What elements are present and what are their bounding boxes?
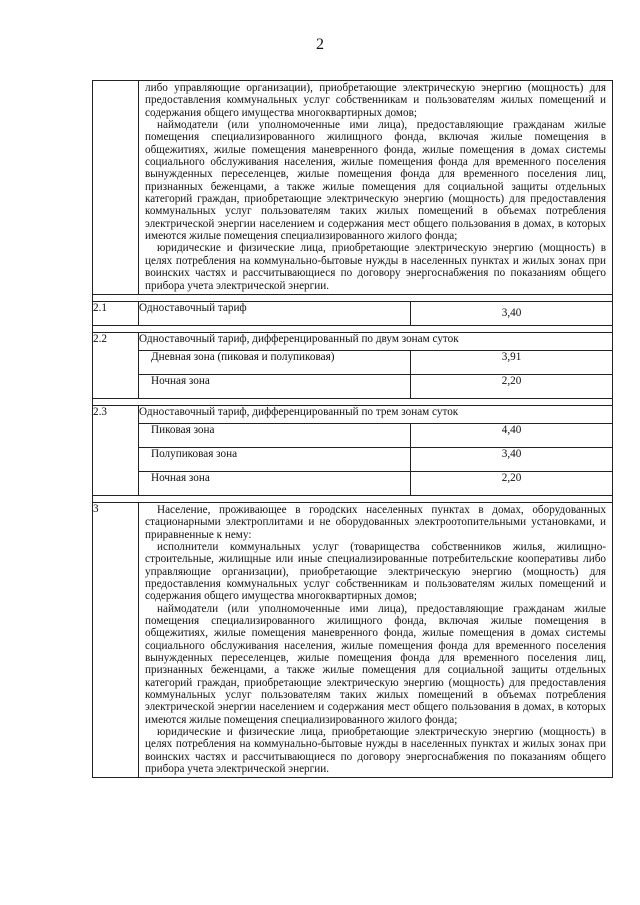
tariff-label: Одноставочный тариф, дифференцированный по трем зонам суток xyxy=(139,405,613,423)
zone-label: Дневная зона (пиковая и полупиковая) xyxy=(139,350,411,374)
table-row xyxy=(93,374,613,398)
row-number: 2.2 xyxy=(93,332,139,398)
row-spacer xyxy=(93,398,613,405)
paragraph: наймодатели (или уполномоченные ими лица), предоставляющие гражданам жилые помещения специализированного жилищного фонда, включая жилые помещения в общежитиях, жилые помещения маневренного фонда, жилые помещения в домах системы социального обслуживания населения, жилые помещения фонда для временного поселения вынужденных переселенцев, жилые помещения фонда для временного поселения лиц, признанных беженцами, а также жилые помещения для социальной защиты отдельных категорий граждан, приобретающие электрическую энергию (мощность) для предоставления коммунальных услуг пользователям таких жилых помещений в объемах потребления электрической энергии населением и содержания мест общего пользования в домах, в которых имеются жилые помещения специализированного жилого фонда; xyxy=(145,119,607,243)
row-number: 3 xyxy=(93,502,139,778)
table-row xyxy=(93,301,613,325)
paragraph: наймодатели (или уполномоченные ими лица), предоставляющие гражданам жилые помещения специализированного жилищного фонда, включая жилые помещения в общежитиях, жилые помещения маневренного фонда, жилые помещения в домах системы социального обслуживания населения, жилые помещения фонда для временного поселения вынужденных переселенцев, жилые помещения фонда для временного поселения лиц, признанных беженцами, а также жилые помещения для социальной защиты отдельных категорий граждан, приобретающие электрическую энергию (мощность) для предоставления коммунальных услуг пользователям таких жилых помещений в объемах потребления электрической энергии населением и содержания мест общего пользования в домах, в которых имеются жилые помещения специализированного жилого фонда; xyxy=(145,602,607,726)
table-row xyxy=(93,423,613,447)
table-row xyxy=(93,502,613,778)
table-row xyxy=(93,81,613,295)
table-row xyxy=(93,405,613,423)
tariff-label: Одноставочный тариф, дифференцированный по двум зонам суток xyxy=(139,332,613,350)
tariff-table xyxy=(92,80,613,778)
row-number: 2.1 xyxy=(93,301,139,325)
paragraph: либо управляющие организации), приобретающие электрическую энергию (мощность) для предоставления коммунальных услуг собственникам и пользователям жилых помещений и содержания общего имущества многоквартирных домов; xyxy=(145,82,607,119)
row-spacer xyxy=(93,325,613,332)
zone-value: 2,20 xyxy=(411,374,613,398)
table-row xyxy=(93,471,613,495)
table-row xyxy=(93,447,613,471)
page-number: 2 xyxy=(316,36,324,53)
zone-label: Ночная зона xyxy=(139,374,411,398)
row-description xyxy=(139,502,613,778)
paragraph: исполнители коммунальных услуг (товарищества собственников жилья, жилищно-строительные, жилищные или иные специализированные потребительские кооперативы либо управляющие организации), приобретающие электрическую энергию (мощность) для предоставления коммунальных услуг собственникам и пользователям жилых помещений и содержания общего имущества многоквартирных домов; xyxy=(145,540,607,603)
zone-label: Полупиковая зона xyxy=(139,447,411,471)
zone-value: 3,40 xyxy=(411,447,613,471)
zone-label: Ночная зона xyxy=(139,471,411,495)
tariff-value: 3,40 xyxy=(411,301,613,325)
table-row xyxy=(93,350,613,374)
paragraph: юридические и физические лица, приобретающие электрическую энергию (мощность) в целях потребления на коммунально-бытовые нужды в населенных пунктах и жилых зонах при воинских частях и рассчитывающиеся по договору энергоснабжения по показаниям общего прибора учета электрической энергии. xyxy=(145,726,607,776)
table-row xyxy=(93,332,613,350)
zone-value: 3,91 xyxy=(411,350,613,374)
zone-value: 2,20 xyxy=(411,471,613,495)
paragraph: Население, проживающее в городских населенных пунктах в домах, оборудованных стационарными электроплитами и не оборудованных электроотопительными установками, и приравненные к нему: xyxy=(145,503,607,541)
zone-value: 4,40 xyxy=(411,423,613,447)
row-number xyxy=(93,81,139,295)
row-description xyxy=(139,81,613,295)
row-spacer xyxy=(93,294,613,301)
row-number: 2.3 xyxy=(93,405,139,495)
row-spacer xyxy=(93,495,613,502)
paragraph: юридические и физические лица, приобретающие электрическую энергию (мощность) в целях потребления на коммунально-бытовые нужды в населенных пунктах и жилых зонах при воинских частях и рассчитывающиеся по договору энергоснабжения по показаниям общего прибора учета электрической энергии. xyxy=(145,242,607,292)
tariff-label: Одноставочный тариф xyxy=(139,301,411,325)
zone-label: Пиковая зона xyxy=(139,423,411,447)
